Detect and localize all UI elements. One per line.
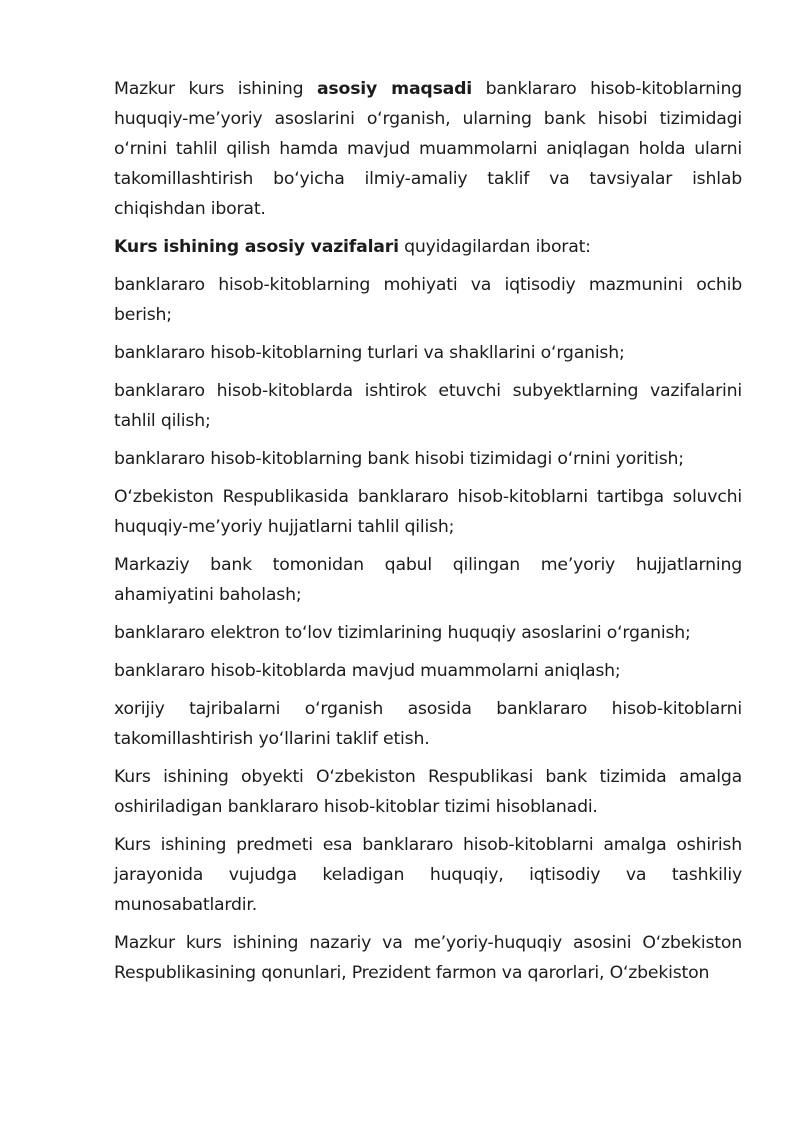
task-item: banklararo hisob-kitoblarda ishtirok etuvchi subyektlarning vazifalarini tahlil qilish; xyxy=(114,381,742,431)
task-item: banklararo hisob-kitoblarning bank hisobi tizimidagi o‘rnini yoritish; xyxy=(114,449,684,469)
task-item: Markaziy bank tomonidan qabul qilingan me’yoriy hujjatlarning ahamiyatini baholash; xyxy=(114,555,742,605)
paragraph-subject: Kurs ishining predmeti esa banklararo hisob-kitoblarni amalga oshirish jarayonida vujudga keladigan huquqiy, iqtisodiy va tashkiliy munosabatlardir. xyxy=(114,835,742,915)
paragraph-text: banklararo hisob-kitoblarning huquqiy-me’yoriy asoslarini o‘rganish, ularning bank hisobi tizimidagi o‘rnini tahlil qilish hamda mavjud muammolarni aniqlagan holda ularni takomillashtirish bo‘yicha ilmiy-amaliy taklif va tavsiyalar ishlab chiqishdan iborat. xyxy=(114,79,742,219)
paragraph-aim xyxy=(114,74,742,224)
task-item: banklararo hisob-kitoblarning mohiyati va iqtisodiy mazmunini ochib berish; xyxy=(114,275,742,325)
paragraph-tasks-heading xyxy=(114,232,742,262)
task-item: banklararo elektron to‘lov tizimlarining huquqiy asoslarini o‘rganish; xyxy=(114,623,691,643)
task-item: xorijiy tajribalarni o‘rganish asosida banklararo hisob-kitoblarni takomillashtirish yo‘llarini taklif etish. xyxy=(114,699,742,749)
paragraph-text: quyidagilardan iborat: xyxy=(398,237,591,257)
bold-term: asosiy maqsadi xyxy=(316,79,473,99)
paragraph-basis: Mazkur kurs ishining nazariy va me’yoriy-huquqiy asosini O‘zbekiston Respublikasining qonunlari, Prezident farmon va qarorlari, O‘zbekiston xyxy=(114,933,742,983)
paragraph-object: Kurs ishining obyekti O‘zbekiston Respublikasi bank tizimida amalga oshiriladigan banklararo hisob-kitoblar tizimi hisoblanadi. xyxy=(114,767,742,817)
document-page xyxy=(114,74,742,996)
bold-term: Kurs ishining asosiy vazifalari xyxy=(114,237,399,257)
paragraph-text: Mazkur kurs ishining xyxy=(114,79,317,99)
task-item: banklararo hisob-kitoblarning turlari va shakllarini o‘rganish; xyxy=(114,343,625,363)
task-item: O‘zbekiston Respublikasida banklararo hisob-kitoblarni tartibga soluvchi huquqiy-me’yoriy hujjatlarni tahlil qilish; xyxy=(114,487,742,537)
task-item: banklararo hisob-kitoblarda mavjud muammolarni aniqlash; xyxy=(114,661,621,681)
